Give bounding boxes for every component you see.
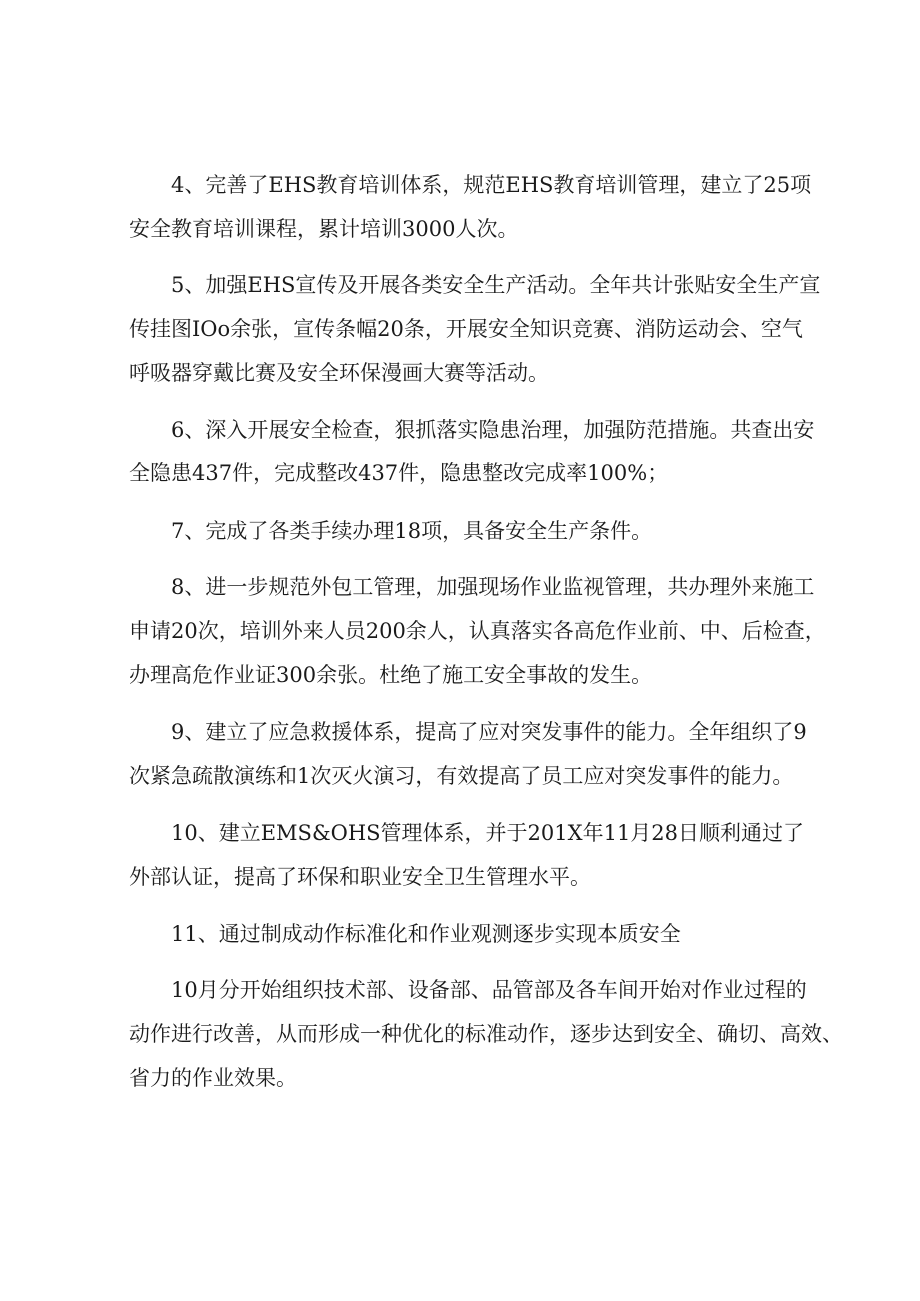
item-11-detail-line-3: 省力的作业效果。 [129, 1066, 297, 1090]
item-11-detail-line-1: 10月分开始组织技术部、设备部、品管部及各车间开始对作业过程的 [171, 978, 807, 1002]
item-11-line-1: 11、通过制成动作标准化和作业观测逐步实现本质安全 [171, 922, 681, 946]
item-4-line-1: 4、完善了EHS教育培训体系，规范EHS教育培训管理，建立了25项 [171, 173, 812, 197]
item-7-line-1: 7、完成了各类手续办理18项，具备安全生产条件。 [171, 519, 653, 543]
item-8-line-2: 申请20次，培训外来人员200余人，认真落实各高危作业前、中、后检查， [129, 619, 826, 643]
item-5-line-1: 5、加强EHS宣传及开展各类安全生产活动。全年共计张贴安全生产宣 [171, 273, 821, 297]
item-8-line-1: 8、进一步规范外包工管理，加强现场作业监视管理，共办理外来施工 [171, 575, 815, 599]
item-5-line-2: 传挂图IOo余张，宣传条幅20条，开展安全知识竞赛、消防运动会、空气 [129, 317, 803, 341]
item-9-line-1: 9、建立了应急救援体系，提高了应对突发事件的能力。全年组织了9 [171, 720, 807, 744]
item-6-line-1: 6、深入开展安全检查，狠抓落实隐患治理，加强防范措施。共查出安 [171, 418, 815, 442]
item-5-line-3: 呼吸器穿戴比赛及安全环保漫画大赛等活动。 [129, 361, 549, 385]
item-4-line-2: 安全教育培训课程，累计培训3000人次。 [129, 217, 519, 241]
item-11-detail-line-2: 动作进行改善，从而形成一种优化的标准动作，逐步达到安全、确切、高效、 [129, 1022, 843, 1046]
item-6-line-2: 全隐患437件，完成整改437件，隐患整改完成率100%； [129, 461, 669, 485]
item-8-line-3: 办理高危作业证300余张。杜绝了施工安全事故的发生。 [129, 663, 653, 687]
item-9-line-2: 次紧急疏散演练和1次灭火演习，有效提高了员工应对突发事件的能力。 [129, 764, 794, 788]
item-10-line-1: 10、建立EMS&OHS管理体系，并于201X年11月28日顺利通过了 [171, 821, 805, 845]
item-10-line-2: 外部认证，提高了环保和职业安全卫生管理水平。 [129, 865, 591, 889]
